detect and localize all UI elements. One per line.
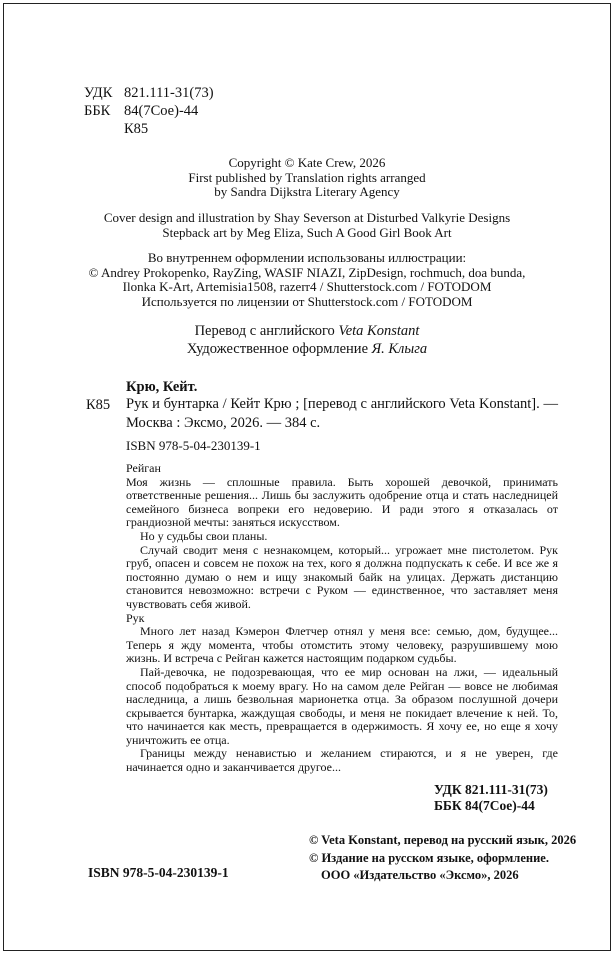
artist-name: Я. Клыга: [371, 341, 428, 357]
illustrations-line-3: Ilonka K-Art, Artemisia1508, razerr4 / Shutterstock.com / FOTODOM: [122, 279, 492, 294]
agency-line: by Sandra Dijkstra Literary Agency: [214, 184, 400, 199]
footer-isbn: ISBN 978-5-04-230139-1: [88, 865, 229, 880]
translator-line: [4, 322, 610, 340]
illustrations-line-4: Используется по лицензии от Shutterstock.com / FOTODOM: [141, 293, 473, 309]
footer-classification: [434, 782, 548, 814]
record-description: Рук и бунтарка / Кейт Крю ; [перевод с английского Veta Konstant]. — Москва : Эксмо, 2026. — 384 с.: [126, 396, 558, 431]
record-author: Крю, Кейт.: [126, 379, 198, 395]
bbk-label: ББК: [84, 103, 111, 119]
record-isbn: ISBN 978-5-04-230139-1: [126, 438, 261, 453]
illustrations-block: [4, 251, 610, 309]
annotation-paragraph: Но у судьбы свои планы.: [140, 528, 268, 543]
annotation-paragraph: Пай-девочка, не подозревающая, что ее мир основан на лжи, — идеальный способ подобраться к моему врагу. Но на самом деле Рейган — вовсе не любимая наследница, а лишь безвольная марионетка отца. За образом послушной дочери скрывается бунтарка, жаждущая свободы, и меня не покидает влечение к ней. То, что начинается как месть, превращается в одержимость. Я хочу ее, но еще я хочу уничтожить ее отца.: [126, 664, 558, 747]
annotation-heading: Рук: [126, 610, 145, 625]
copy-translation: © Veta Konstant, перевод на русский язык, 2026: [309, 833, 577, 847]
annotation-paragraph: Случай сводит меня с незнакомцем, который... угрожает мне пистолетом. Рук груб, опасен и совсем не похож на тех, кого я должна подпускать к себе. И все же я постоянно думаю о нем и ищу знакомый байк на улицах. Держать дистанцию становится невозможно: встречи с Руком — единственное, что заставляет меня чувствовать себя живой.: [126, 542, 558, 611]
cover-design-line: Cover design and illustration by Shay Severson at Disturbed Valkyrie Designs: [103, 210, 511, 225]
udk-value: 821.111-31(73): [124, 85, 214, 101]
bbk-value: 84(7Сое)-44: [124, 103, 199, 119]
artist-prefix: Художественное оформление: [186, 341, 372, 357]
copy-publisher: ООО «Издательство «Эксмо», 2026: [321, 868, 519, 882]
copyright-block: [4, 156, 610, 200]
footer-udk: УДК 821.111-31(73): [434, 782, 548, 797]
first-published-line: First published by Translation rights arranged: [188, 169, 426, 185]
author-mark: К85: [124, 121, 149, 137]
translation-block: [4, 322, 610, 358]
artist-line: [4, 340, 610, 358]
translator-prefix: Перевод с английского: [194, 323, 339, 339]
classification-block: [84, 84, 214, 138]
cover-credits-block: [4, 211, 610, 240]
annotation-heading: Рейган: [126, 461, 161, 475]
copy-edition: © Издание на русском языке, оформление.: [309, 850, 549, 865]
record-mark: К85: [86, 397, 111, 413]
footer-bbk: ББК 84(7Сое)-44: [434, 798, 535, 813]
stepback-line: Stepback art by Meg Eliza, Such A Good Girl Book Art: [162, 224, 452, 240]
copyright-line: Copyright © Kate Crew, 2026: [228, 155, 386, 170]
footer-copyright: [309, 832, 576, 885]
annotation-text: [126, 462, 558, 775]
annotation-paragraph: Границы между ненавистью и желанием стираются, и я не уверен, где начинается одно и заканчивается другое...: [126, 746, 558, 775]
translator-name: Veta Konstant: [338, 323, 420, 339]
annotation-paragraph: Моя жизнь — сплошные правила. Быть хорошей девочкой, принимать ответственные решения... Лишь бы заслужить одобрение отца и стать наследницей семейного бизнеса вопреки его недоверию. И ради этого я отказалась от грандиозной мечты: заняться искусством.: [126, 474, 558, 530]
udk-label: УДК: [84, 85, 113, 101]
illustrations-line-2: © Andrey Prokopenko, RayZing, WASIF NIAZI, ZipDesign, rochmuch, doa bunda,: [88, 264, 526, 280]
annotation-paragraph: Много лет назад Кэмерон Флетчер отнял у меня все: семью, дом, будущее... Теперь я жду момента, чтобы отомстить этому человеку, разрушившему мою жизнь. И встреча с Рейган кажется настоящим подарком судьбы.: [126, 624, 558, 666]
imprint-page: [3, 3, 611, 951]
illustrations-line-1: Во внутреннем оформлении использованы иллюстрации:: [147, 250, 467, 265]
